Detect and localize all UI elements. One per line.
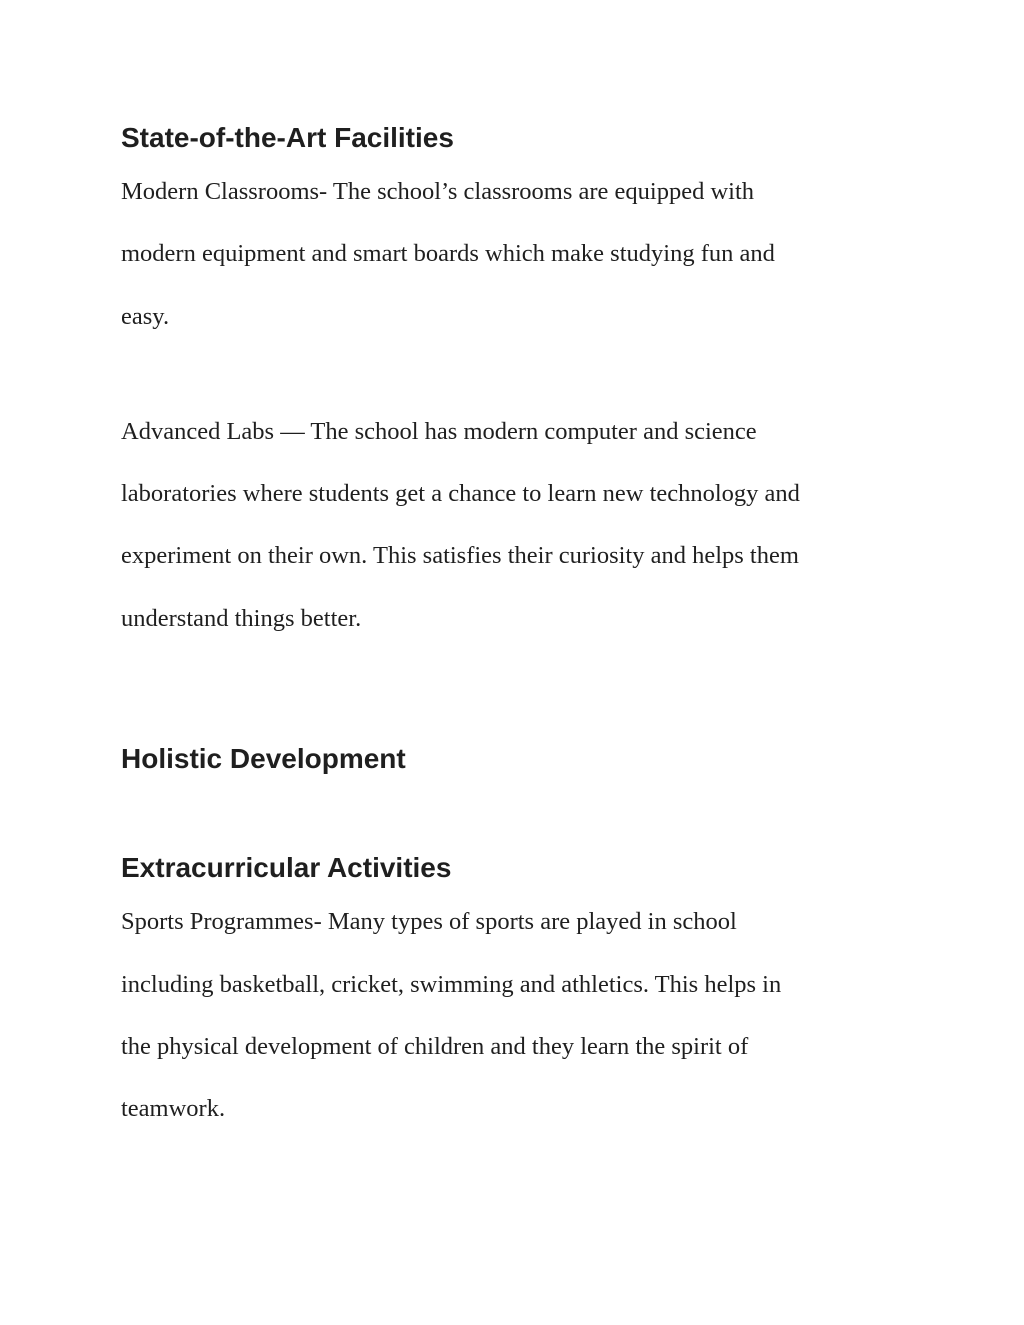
paragraph-line: including basketball, cricket, swimming and athletics. This helps in bbox=[121, 971, 782, 998]
paragraph-line: the physical development of children and they learn the spirit of bbox=[121, 1033, 749, 1060]
paragraph-line: Sports Programmes- Many types of sports are played in school bbox=[121, 908, 737, 935]
holistic-development-heading: Holistic Development bbox=[121, 743, 406, 774]
paragraph-line: understand things better. bbox=[121, 605, 362, 632]
paragraph-line: Modern Classrooms- The school’s classrooms are equipped with bbox=[121, 178, 755, 205]
paragraph-line: modern equipment and smart boards which make studying fun and bbox=[121, 240, 775, 267]
facilities-heading: State-of-the-Art Facilities bbox=[121, 122, 454, 153]
paragraph-line: experiment on their own. This satisfies their curiosity and helps them bbox=[121, 542, 799, 569]
paragraph-line: teamwork. bbox=[121, 1095, 226, 1122]
paragraph-line: Advanced Labs — The school has modern computer and science bbox=[121, 418, 757, 445]
paragraph-line: easy. bbox=[121, 303, 170, 330]
paragraph-line: laboratories where students get a chance to learn new technology and bbox=[121, 480, 800, 507]
extracurricular-heading: Extracurricular Activities bbox=[121, 852, 452, 883]
